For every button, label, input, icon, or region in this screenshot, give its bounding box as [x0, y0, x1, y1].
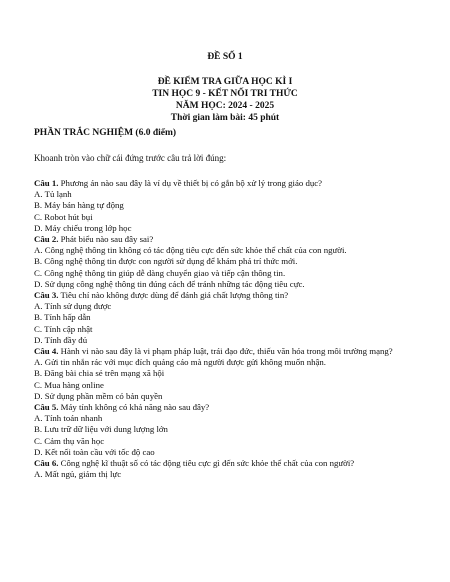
answer-option[interactable]: C. Cảm thụ văn học [34, 435, 105, 446]
question [34, 178, 434, 189]
question-label: Câu 1. [34, 178, 59, 188]
question-text: Phát biểu nào sau đây sai? [60, 234, 154, 245]
answer-option[interactable]: C. Tính cập nhật [34, 323, 93, 334]
question [34, 458, 434, 469]
answer-option[interactable]: B. Tính hấp dẫn [34, 312, 91, 323]
answer-option[interactable]: C. Mua hàng online [34, 379, 104, 390]
question-text: Phương án nào sau đây là ví dụ về thiết bị có gắn bộ xử lý trong giáo dục? [60, 178, 323, 188]
answer-option[interactable]: A. Tủ lạnh [34, 189, 72, 200]
question-text: Hành vi nào sau đây là vi phạm pháp luật, trái đạo đức, thiếu văn hóa trong môi trường mạng? [60, 346, 393, 357]
question-label: Câu 4. [34, 346, 59, 357]
answer-option[interactable]: A. Tính toán nhanh [34, 413, 103, 424]
question-text: Máy tính không có khả năng nào sau đây? [60, 402, 210, 413]
question [34, 346, 434, 357]
exam-title: ĐỀ KIỂM TRA GIỮA HỌC KÌ I [157, 77, 293, 87]
answer-option[interactable]: D. Sử dụng phần mềm có bản quyền [34, 390, 163, 401]
question-label: Câu 3. [34, 290, 59, 301]
question [34, 290, 434, 301]
answer-option[interactable]: C. Robot hút bụi [34, 211, 93, 222]
exam-duration: Thời gian làm bài: 45 phút [170, 113, 280, 123]
exam-subject: TIN HỌC 9 - KẾT NỐI TRI THỨC [152, 89, 298, 99]
answer-option[interactable]: B. Lưu trữ dữ liệu với dung lượng lớn [34, 424, 168, 435]
answer-option[interactable]: A. Công nghệ thông tin không có tác động tiêu cực đến sức khỏe thể chất của con người. [34, 245, 347, 256]
answer-option[interactable]: D. Tính đầy đủ [34, 334, 88, 345]
answer-option[interactable]: A. Mất ngủ, giảm thị lực [34, 469, 122, 480]
question-label: Câu 2. [34, 234, 59, 245]
answer-option[interactable]: D. Máy chiếu trong lớp học [34, 222, 132, 233]
answer-option[interactable]: D. Kết nối toàn cầu với tốc độ cao [34, 446, 155, 457]
answer-option[interactable]: A. Gửi tin nhắn rác với mục đích quảng cáo mà người được gửi không muốn nhận. [34, 357, 326, 368]
question-label: Câu 5. [34, 402, 59, 413]
question-text: Tiêu chí nào không được dùng để đánh giá chất lượng thông tin? [60, 290, 289, 301]
question-list [34, 178, 434, 480]
answer-option[interactable]: C. Công nghệ thông tin giúp dễ dàng chuyển giao và tiếp cận thông tin. [34, 267, 286, 278]
section-title: PHẦN TRẮC NGHIỆM (6.0 điểm) [34, 128, 177, 138]
question-label: Câu 6. [34, 458, 59, 469]
answer-option[interactable]: A. Tính sử dụng được [34, 301, 112, 312]
section-instruction: Khoanh tròn vào chữ cái đứng trước câu trả lời đúng: [34, 153, 227, 163]
question-text: Công nghệ kĩ thuật số có tác động tiêu cực gì đến sức khỏe thể chất của con người? [60, 458, 355, 469]
exam-title-block [0, 76, 450, 124]
answer-option[interactable]: D. Sử dụng công nghệ thông tin đúng cách để tránh những tác động tiêu cực. [34, 278, 305, 289]
answer-option[interactable]: B. Công nghệ thông tin được con người sử dụng để khám phá trí thức mới. [34, 256, 298, 267]
question [34, 402, 434, 413]
exam-number: ĐỀ SỐ 1 [207, 52, 243, 62]
answer-option[interactable]: B. Đăng bài chia sẻ trên mạng xã hội [34, 368, 165, 379]
answer-option[interactable]: B. Máy bán hàng tự động [34, 200, 124, 211]
question [34, 234, 434, 245]
exam-year: NĂM HỌC: 2024 - 2025 [175, 101, 275, 111]
